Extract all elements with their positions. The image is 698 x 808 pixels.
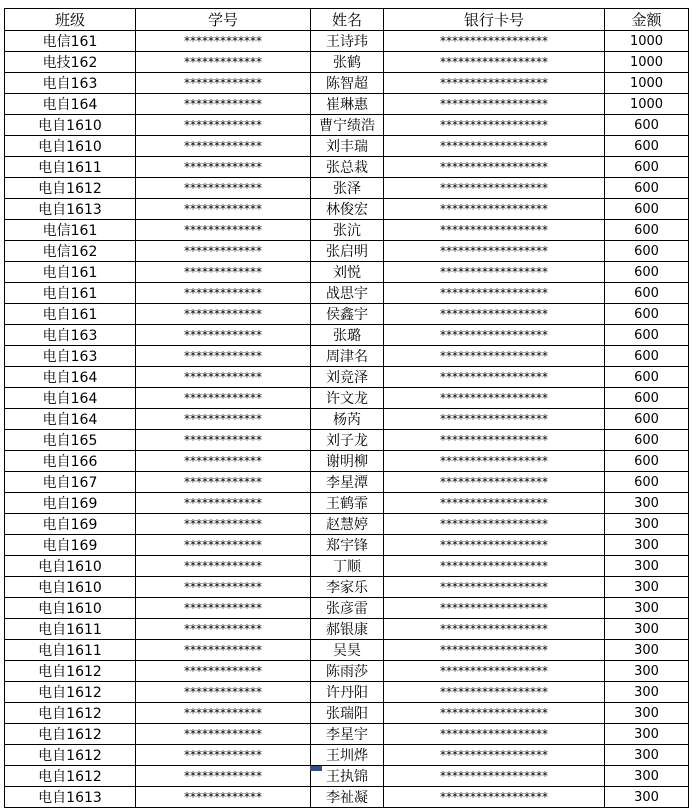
amount-cell: 1000 [605,94,689,115]
amount-cell: 600 [605,115,689,136]
student-id-cell: ************* [136,136,311,157]
bank-card-cell: ****************** [384,703,605,724]
bank-card-cell: ****************** [384,178,605,199]
student-id-cell: ************* [136,409,311,430]
bank-card-cell: ****************** [384,136,605,157]
class-cell: 电自1611 [5,640,136,661]
bank-card-cell: ****************** [384,451,605,472]
bank-card-cell: ****************** [384,430,605,451]
amount-cell: 300 [605,703,689,724]
name-cell: 郑宇锋 [311,535,384,556]
bank-card-cell: ****************** [384,94,605,115]
bank-card-cell: ****************** [384,493,605,514]
table-row [5,619,689,640]
amount-cell: 600 [605,325,689,346]
student-id-cell: ************* [136,262,311,283]
amount-cell: 300 [605,661,689,682]
table-row [5,220,689,241]
class-cell: 电自1613 [5,787,136,808]
cell-marker [310,766,322,771]
class-cell: 电自1612 [5,178,136,199]
bank-card-cell: ****************** [384,514,605,535]
amount-cell: 600 [605,430,689,451]
student-id-cell: ************* [136,703,311,724]
table-row [5,199,689,220]
amount-cell: 600 [605,409,689,430]
student-id-cell: ************* [136,598,311,619]
table-row [5,31,689,52]
class-cell: 电自1610 [5,577,136,598]
bank-card-cell: ****************** [384,535,605,556]
amount-cell: 300 [605,619,689,640]
class-cell: 电自163 [5,325,136,346]
name-cell: 王诗玮 [311,31,384,52]
student-id-cell: ************* [136,304,311,325]
student-id-cell: ************* [136,115,311,136]
student-id-cell: ************* [136,766,311,787]
amount-cell: 300 [605,535,689,556]
header-student-id: 学号 [136,9,311,31]
name-cell: 李星潭 [311,472,384,493]
bank-card-cell: ****************** [384,388,605,409]
bank-card-cell: ****************** [384,367,605,388]
student-id-cell: ************* [136,241,311,262]
class-cell: 电自1610 [5,115,136,136]
amount-cell: 600 [605,220,689,241]
table-row [5,325,689,346]
table-row [5,94,689,115]
table-row [5,451,689,472]
table-row [5,346,689,367]
table-row [5,283,689,304]
table-row [5,703,689,724]
name-cell: 李家乐 [311,577,384,598]
class-cell: 电自164 [5,94,136,115]
class-cell: 电信161 [5,31,136,52]
bank-card-cell: ****************** [384,115,605,136]
bank-card-cell: ****************** [384,157,605,178]
class-cell: 电自1611 [5,619,136,640]
table-row [5,262,689,283]
amount-cell: 600 [605,136,689,157]
class-cell: 电自164 [5,367,136,388]
header-row [5,9,689,31]
amount-cell: 300 [605,682,689,703]
student-id-cell: ************* [136,178,311,199]
amount-cell: 600 [605,304,689,325]
name-cell: 杨芮 [311,409,384,430]
name-cell: 李星宇 [311,724,384,745]
name-cell: 侯鑫宇 [311,304,384,325]
name-cell: 王圳烨 [311,745,384,766]
amount-cell: 300 [605,724,689,745]
header-amount: 金额 [605,9,689,31]
student-id-cell: ************* [136,199,311,220]
name-cell: 吴昊 [311,640,384,661]
amount-cell: 600 [605,346,689,367]
class-cell: 电自1610 [5,136,136,157]
student-id-cell: ************* [136,619,311,640]
table-row [5,577,689,598]
amount-cell: 600 [605,451,689,472]
student-id-cell: ************* [136,31,311,52]
bank-card-cell: ****************** [384,199,605,220]
table-row [5,472,689,493]
student-id-cell: ************* [136,220,311,241]
table-row [5,766,689,787]
amount-cell: 600 [605,241,689,262]
student-id-cell: ************* [136,325,311,346]
amount-cell: 600 [605,367,689,388]
class-cell: 电自1612 [5,682,136,703]
name-cell: 王鹤霏 [311,493,384,514]
table-row [5,556,689,577]
header-class: 班级 [5,9,136,31]
student-id-cell: ************* [136,451,311,472]
amount-cell: 600 [605,157,689,178]
student-id-cell: ************* [136,52,311,73]
bank-card-cell: ****************** [384,304,605,325]
bank-card-cell: ****************** [384,682,605,703]
name-cell: 张彦雷 [311,598,384,619]
table-row [5,640,689,661]
name-cell: 张瑞阳 [311,703,384,724]
amount-cell: 300 [605,787,689,808]
name-cell: 许文龙 [311,388,384,409]
table-row [5,73,689,94]
bank-card-cell: ****************** [384,262,605,283]
table-row [5,241,689,262]
class-cell: 电自1610 [5,598,136,619]
amount-cell: 300 [605,598,689,619]
header-name: 姓名 [311,9,384,31]
table-row [5,178,689,199]
student-id-cell: ************* [136,283,311,304]
name-cell: 刘竞泽 [311,367,384,388]
student-id-cell: ************* [136,556,311,577]
amount-cell: 300 [605,514,689,535]
scholarship-table [4,8,689,808]
student-id-cell: ************* [136,661,311,682]
table-row [5,157,689,178]
name-cell: 崔琳惠 [311,94,384,115]
student-id-cell: ************* [136,493,311,514]
amount-cell: 600 [605,283,689,304]
name-cell: 刘悦 [311,262,384,283]
amount-cell: 600 [605,178,689,199]
header-bank-card: 银行卡号 [384,9,605,31]
class-cell: 电自167 [5,472,136,493]
class-cell: 电自169 [5,514,136,535]
bank-card-cell: ****************** [384,283,605,304]
class-cell: 电自1612 [5,724,136,745]
name-cell: 谢明柳 [311,451,384,472]
table-row [5,52,689,73]
student-id-cell: ************* [136,577,311,598]
amount-cell: 1000 [605,52,689,73]
class-cell: 电自166 [5,451,136,472]
amount-cell: 300 [605,640,689,661]
name-cell: 曹宁绩浩 [311,115,384,136]
table-row [5,388,689,409]
name-cell: 刘丰瑞 [311,136,384,157]
student-id-cell: ************* [136,472,311,493]
name-cell: 王执锦 [311,766,384,787]
amount-cell: 1000 [605,31,689,52]
class-cell: 电自169 [5,493,136,514]
table-row [5,409,689,430]
student-id-cell: ************* [136,94,311,115]
name-cell: 赵慧婷 [311,514,384,535]
name-cell: 陈智超 [311,73,384,94]
name-cell: 许丹阳 [311,682,384,703]
class-cell: 电自1613 [5,199,136,220]
bank-card-cell: ****************** [384,409,605,430]
class-cell: 电自161 [5,283,136,304]
table-row [5,430,689,451]
name-cell: 张总栽 [311,157,384,178]
bank-card-cell: ****************** [384,241,605,262]
amount-cell: 600 [605,199,689,220]
name-cell: 周津名 [311,346,384,367]
student-id-cell: ************* [136,367,311,388]
table-row [5,304,689,325]
table-row [5,535,689,556]
class-cell: 电自1612 [5,745,136,766]
student-id-cell: ************* [136,388,311,409]
bank-card-cell: ****************** [384,766,605,787]
student-id-cell: ************* [136,640,311,661]
student-id-cell: ************* [136,724,311,745]
amount-cell: 1000 [605,73,689,94]
amount-cell: 300 [605,493,689,514]
name-cell: 张沆 [311,220,384,241]
class-cell: 电技162 [5,52,136,73]
amount-cell: 300 [605,766,689,787]
class-cell: 电自161 [5,304,136,325]
name-cell: 郝银康 [311,619,384,640]
name-cell: 张鹤 [311,52,384,73]
class-cell: 电信161 [5,220,136,241]
name-cell: 张启明 [311,241,384,262]
table-row [5,367,689,388]
student-id-cell: ************* [136,535,311,556]
student-id-cell: ************* [136,682,311,703]
class-cell: 电自165 [5,430,136,451]
student-id-cell: ************* [136,430,311,451]
class-cell: 电自163 [5,73,136,94]
table-row [5,136,689,157]
bank-card-cell: ****************** [384,724,605,745]
class-cell: 电自1612 [5,703,136,724]
class-cell: 电自161 [5,262,136,283]
student-id-cell: ************* [136,787,311,808]
student-id-cell: ************* [136,157,311,178]
amount-cell: 300 [605,577,689,598]
class-cell: 电自1612 [5,766,136,787]
class-cell: 电自169 [5,535,136,556]
student-id-cell: ************* [136,514,311,535]
name-cell: 刘子龙 [311,430,384,451]
class-cell: 电自1610 [5,556,136,577]
name-cell: 张泽 [311,178,384,199]
amount-cell: 300 [605,745,689,766]
class-cell: 电自1611 [5,157,136,178]
table-body [5,31,689,808]
name-cell: 林俊宏 [311,199,384,220]
bank-card-cell: ****************** [384,577,605,598]
bank-card-cell: ****************** [384,52,605,73]
bank-card-cell: ****************** [384,661,605,682]
name-cell: 丁顺 [311,556,384,577]
table-row [5,598,689,619]
bank-card-cell: ****************** [384,745,605,766]
table-row [5,115,689,136]
table-row [5,514,689,535]
amount-cell: 600 [605,262,689,283]
bank-card-cell: ****************** [384,598,605,619]
class-cell: 电自1612 [5,661,136,682]
amount-cell: 300 [605,556,689,577]
class-cell: 电自163 [5,346,136,367]
bank-card-cell: ****************** [384,640,605,661]
class-cell: 电自164 [5,409,136,430]
name-cell: 陈雨莎 [311,661,384,682]
table-row [5,493,689,514]
name-cell: 李祉凝 [311,787,384,808]
amount-cell: 600 [605,472,689,493]
bank-card-cell: ****************** [384,472,605,493]
student-id-cell: ************* [136,745,311,766]
bank-card-cell: ****************** [384,325,605,346]
bank-card-cell: ****************** [384,556,605,577]
class-cell: 电自164 [5,388,136,409]
bank-card-cell: ****************** [384,346,605,367]
student-id-cell: ************* [136,346,311,367]
bank-card-cell: ****************** [384,31,605,52]
table-row [5,661,689,682]
class-cell: 电信162 [5,241,136,262]
student-id-cell: ************* [136,73,311,94]
bank-card-cell: ****************** [384,787,605,808]
bank-card-cell: ****************** [384,619,605,640]
table-row [5,682,689,703]
bank-card-cell: ****************** [384,73,605,94]
table-row [5,787,689,808]
name-cell: 张璐 [311,325,384,346]
table-row [5,724,689,745]
bank-card-cell: ****************** [384,220,605,241]
amount-cell: 600 [605,388,689,409]
table-row [5,745,689,766]
name-cell: 战思宇 [311,283,384,304]
